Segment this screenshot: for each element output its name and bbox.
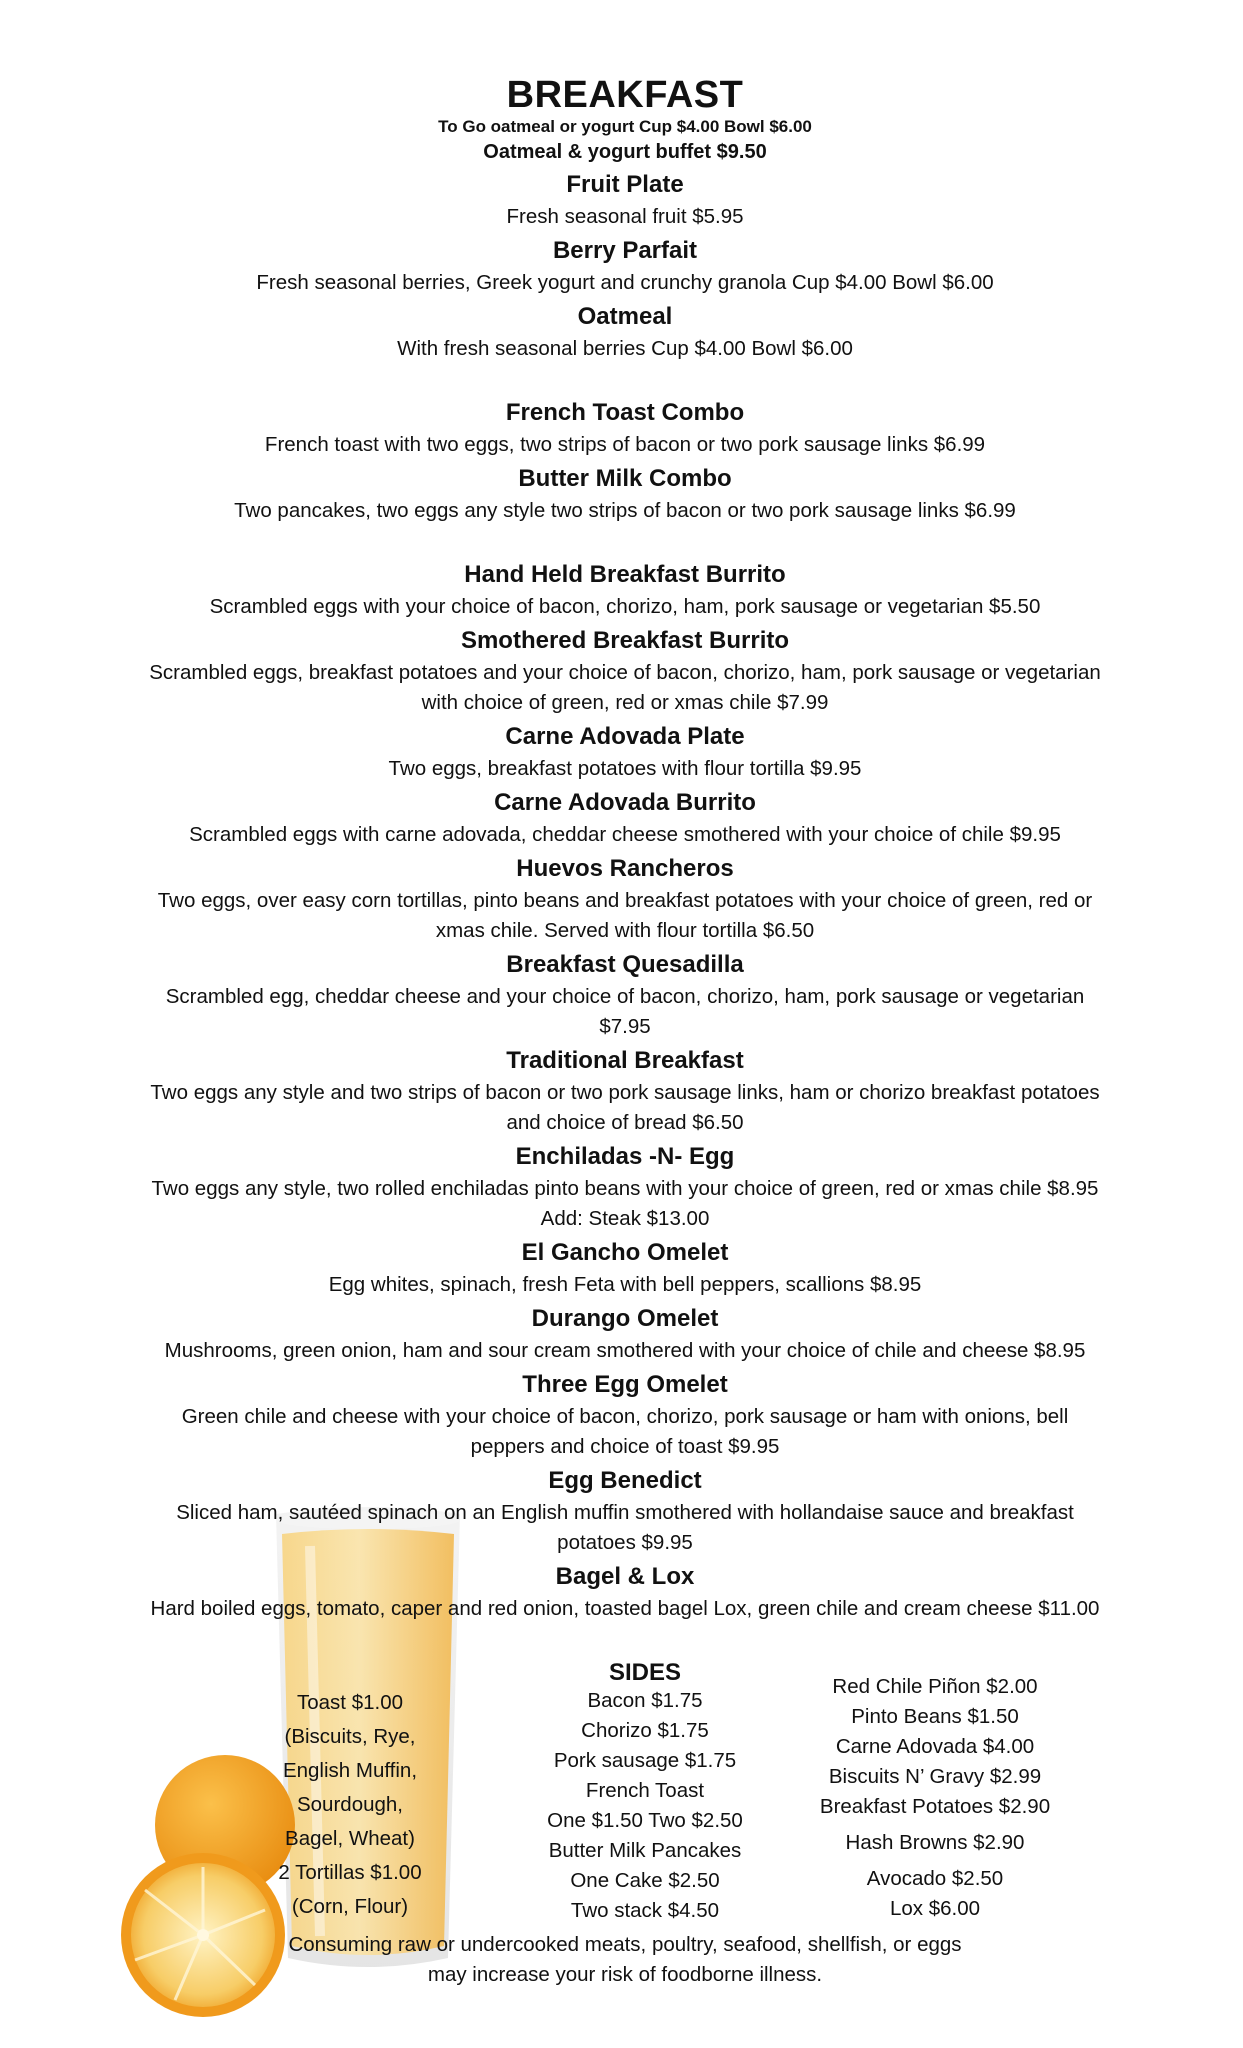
menu-item bbox=[140, 462, 1110, 526]
item-description: Two eggs, over easy corn tortillas, pinto beans and breakfast potatoes with your choice of green, red or xmas chile. Served with flour tortilla $6.50 bbox=[157, 889, 1093, 942]
item-name: Breakfast Quesadilla bbox=[506, 951, 744, 978]
side-item: Pinto Beans $1.50 bbox=[851, 1705, 1019, 1728]
sides-section bbox=[140, 1660, 1110, 1960]
side-item: 2 Tortillas $1.00 bbox=[278, 1861, 422, 1884]
menu-item bbox=[140, 1044, 1110, 1138]
section-spacer bbox=[140, 526, 1110, 556]
sides-right-column bbox=[785, 1672, 1085, 1924]
item-name: Carne Adovada Plate bbox=[505, 723, 745, 750]
side-item: Breakfast Potatoes $2.90 bbox=[819, 1795, 1051, 1818]
side-item: Butter Milk Pancakes bbox=[548, 1839, 742, 1862]
breakfast-menu bbox=[140, 74, 1110, 1624]
sides-middle-column bbox=[495, 1660, 795, 1926]
buffet-line: Oatmeal & yogurt buffet $9.50 bbox=[483, 141, 767, 163]
item-description: Two eggs any style and two strips of bacon or two pork sausage links, ham or chorizo breakfast potatoes and choice of bread $6.50 bbox=[150, 1081, 1100, 1134]
menu-item bbox=[140, 624, 1110, 718]
menu-title: BREAKFAST bbox=[506, 74, 744, 116]
item-description: Two pancakes, two eggs any style two strips of bacon or two pork sausage links $6.99 bbox=[234, 499, 1016, 522]
side-item: (Biscuits, Rye, bbox=[284, 1725, 416, 1748]
item-description: Sliced ham, sautéed spinach on an English muffin smothered with hollandaise sauce and breakfast potatoes $9.95 bbox=[176, 1501, 1074, 1554]
menu-item bbox=[140, 1302, 1110, 1366]
item-description: Scrambled egg, cheddar cheese and your choice of bacon, chorizo, ham, pork sausage or vegetarian $7.95 bbox=[165, 985, 1085, 1038]
side-item: Carne Adovada $4.00 bbox=[835, 1735, 1035, 1758]
item-name: Huevos Rancheros bbox=[516, 855, 734, 882]
item-description: Mushrooms, green onion, ham and sour cream smothered with your choice of chile and cheese $8.95 bbox=[164, 1339, 1086, 1362]
side-item: Avocado $2.50 bbox=[866, 1867, 1004, 1890]
item-description: With fresh seasonal berries Cup $4.00 Bowl $6.00 bbox=[397, 337, 853, 360]
item-name: Egg Benedict bbox=[548, 1467, 702, 1494]
item-description: Fresh seasonal berries, Greek yogurt and crunchy granola Cup $4.00 Bowl $6.00 bbox=[256, 271, 994, 294]
side-item: French Toast bbox=[585, 1779, 705, 1802]
menu-item bbox=[140, 720, 1110, 784]
section-spacer bbox=[140, 364, 1110, 394]
item-name: Durango Omelet bbox=[531, 1305, 719, 1332]
menu-item bbox=[140, 396, 1110, 460]
item-name: Traditional Breakfast bbox=[506, 1047, 744, 1074]
notice-line: Consuming raw or undercooked meats, poultry, seafood, shellfish, or eggs bbox=[288, 1933, 962, 1956]
side-item: Bagel, Wheat) bbox=[285, 1827, 415, 1850]
menu-item bbox=[140, 1560, 1110, 1624]
item-name: Bagel & Lox bbox=[555, 1563, 695, 1590]
side-item: English Muffin, bbox=[282, 1759, 418, 1782]
item-name: Smothered Breakfast Burrito bbox=[460, 627, 790, 654]
item-description: Fresh seasonal fruit $5.95 bbox=[506, 205, 744, 228]
menu-item bbox=[140, 558, 1110, 622]
side-item: One $1.50 Two $2.50 bbox=[547, 1809, 743, 1832]
item-name: Butter Milk Combo bbox=[518, 465, 732, 492]
side-item: Red Chile Piñon $2.00 bbox=[832, 1675, 1038, 1698]
item-description: Hard boiled eggs, tomato, caper and red onion, toasted bagel Lox, green chile and cream cheese $11.00 bbox=[150, 1597, 1100, 1620]
menu-item bbox=[140, 852, 1110, 946]
notice-line: may increase your risk of foodborne illness. bbox=[427, 1963, 823, 1986]
item-name: French Toast Combo bbox=[505, 399, 745, 426]
side-item: (Corn, Flour) bbox=[291, 1895, 409, 1918]
item-description: Green chile and cheese with your choice of bacon, chorizo, pork sausage or ham with onions, bell peppers and choice of toast $9.95 bbox=[181, 1405, 1069, 1458]
menu-item bbox=[140, 300, 1110, 364]
side-item: Biscuits N’ Gravy $2.99 bbox=[828, 1765, 1042, 1788]
item-description: Egg whites, spinach, fresh Feta with bell peppers, scallions $8.95 bbox=[328, 1273, 922, 1296]
sides-title: SIDES bbox=[608, 1659, 682, 1686]
to-go-oatmeal-line: To Go oatmeal or yogurt Cup $4.00 Bowl $6.00 bbox=[438, 117, 812, 136]
side-item: Chorizo $1.75 bbox=[581, 1719, 709, 1742]
food-safety-notice bbox=[140, 1930, 1110, 1990]
item-description: French toast with two eggs, two strips of bacon or two pork sausage links $6.99 bbox=[264, 433, 986, 456]
side-item: Toast $1.00 bbox=[297, 1691, 403, 1714]
item-name: Fruit Plate bbox=[566, 171, 684, 198]
item-name: Three Egg Omelet bbox=[522, 1371, 728, 1398]
side-item: One Cake $2.50 bbox=[570, 1869, 720, 1892]
menu-item bbox=[140, 948, 1110, 1042]
side-item: Sourdough, bbox=[296, 1793, 403, 1816]
item-name: El Gancho Omelet bbox=[521, 1239, 729, 1266]
item-name: Berry Parfait bbox=[552, 237, 698, 264]
side-item: Two stack $4.50 bbox=[570, 1899, 720, 1922]
menu-item bbox=[140, 168, 1110, 232]
menu-item bbox=[140, 1464, 1110, 1558]
item-description: Scrambled eggs with your choice of bacon, chorizo, ham, pork sausage or vegetarian $5.50 bbox=[209, 595, 1041, 618]
item-name: Oatmeal bbox=[577, 303, 673, 330]
menu-item bbox=[140, 1236, 1110, 1300]
side-item: Lox $6.00 bbox=[889, 1897, 981, 1920]
menu-item bbox=[140, 1140, 1110, 1234]
menu-item bbox=[140, 1368, 1110, 1462]
item-description: Scrambled eggs with carne adovada, cheddar cheese smothered with your choice of chile $9.95 bbox=[189, 823, 1061, 846]
side-item: Hash Browns $2.90 bbox=[845, 1831, 1025, 1854]
item-description: Two eggs any style, two rolled enchiladas pinto beans with your choice of green, red or xmas chile $8.95 Add: Steak $13.00 bbox=[151, 1177, 1099, 1230]
item-description: Scrambled eggs, breakfast potatoes and your choice of bacon, chorizo, ham, pork sausage or vegetarian with choice of green, red or xmas chile $7.99 bbox=[149, 661, 1101, 714]
item-description: Two eggs, breakfast potatoes with flour tortilla $9.95 bbox=[388, 757, 862, 780]
menu-item bbox=[140, 234, 1110, 298]
item-name: Enchiladas -N- Egg bbox=[515, 1143, 735, 1170]
menu-item bbox=[140, 786, 1110, 850]
item-name: Carne Adovada Burrito bbox=[494, 789, 756, 816]
side-item: Bacon $1.75 bbox=[587, 1689, 703, 1712]
item-name: Hand Held Breakfast Burrito bbox=[464, 561, 786, 588]
side-item: Pork sausage $1.75 bbox=[553, 1749, 737, 1772]
sides-toast-column bbox=[255, 1686, 445, 1924]
